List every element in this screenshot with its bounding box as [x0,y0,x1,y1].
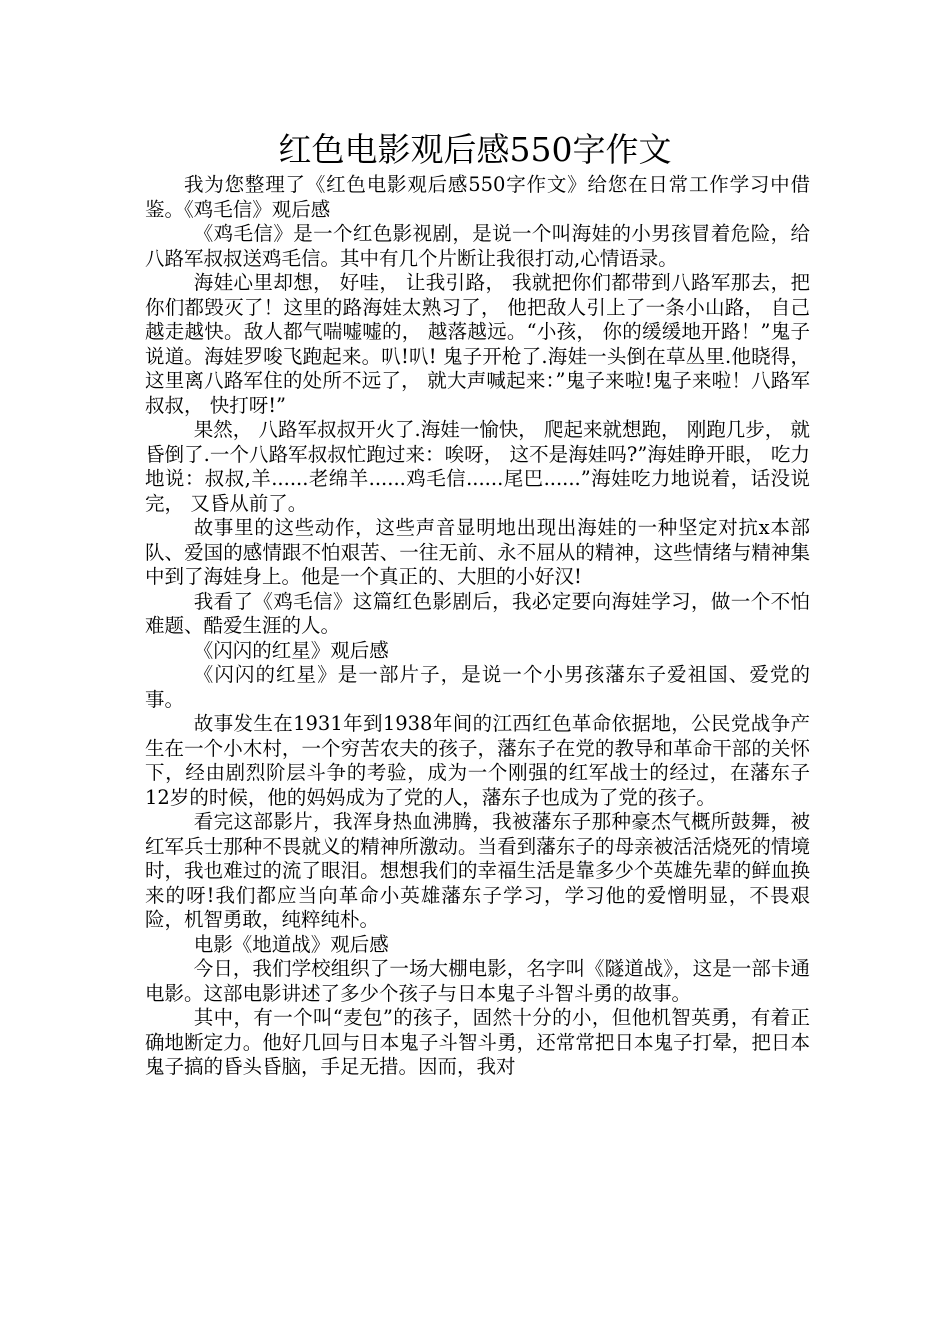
page-title: 红色电影观后感550字作文 [278,130,672,169]
paragraph-intro: 我为您整理了《红色电影观后感550字作文》给您在日常工作学习中借鉴。《鸡毛信》观后感 [145,173,810,221]
paragraph: 其中，有一个叫“麦包”的孩子，固然十分的小，但他机智英勇，有着正确地断定力。他好几回与日本鬼子斗智斗勇，还常常把日本鬼子打晕，把日本鬼子搞的昏头昏脑，手足无措。因而，我对 [145,1006,810,1078]
section-heading: 《闪闪的红星》观后感 [193,638,389,662]
paragraph: 《闪闪的红星》是一部片子，是说一个小男孩藩东子爱祖国、爱党的事。 [145,663,810,711]
section-heading: 电影《地道战》观后感 [193,932,389,956]
paragraph: 故事发生在1931年到1938年间的江西红色革命依据地，公民党战争产生在一个小木村，一个穷苦农夫的孩子，藩东子在党的教导和革命干部的关怀下，经由剧烈阶层斗争的考验，成为一个刚强的红军战士的经过，在藩东子12岁的时候，他的妈妈成为了党的人，藩东子也成为了党的孩子。 [145,712,810,809]
paragraph: 《鸡毛信》是一个红色影视剧，是说一个叫海娃的小男孩冒着危险，给八路军叔叔送鸡毛信。其中有几个片断让我很打动,心情语录。 [145,222,810,270]
paragraph: 果然， 八路军叔叔开火了.海娃一愉快， 爬起来就想跑， 刚跑几步， 就昏倒了.一个八路军叔叔忙跑过来：唉呀， 这不是海娃吗?”海娃睁开眼， 吃力地说：叔叔,羊......老绵羊......鸡毛信......尾巴......”海娃吃力地说着，话没说完， 又昏从前了。 [145,418,810,515]
paragraph: 看完这部影片，我浑身热血沸腾，我被藩东子那种豪杰气概所鼓舞，被红军兵士那种不畏就义的精神所激动。当看到藩东子的母亲被活活烧死的情境时，我也难过的流了眼泪。想想我们的幸福生活是靠多少个英雄先辈的鲜血换来的呀!我们都应当向革命小英雄藩东子学习，学习他的爱憎明显，不畏艰险，机智勇敢，纯粹纯朴。 [145,810,810,931]
paragraph: 今日，我们学校组织了一场大棚电影，名字叫《隧道战》，这是一部卡通电影。这部电影讲述了多少个孩子与日本鬼子斗智斗勇的故事。 [145,957,810,1005]
paragraph: 故事里的这些动作，这些声音显明地出现出海娃的一种坚定对抗x本部队、爱国的感情跟不怕艰苦、一往无前、永不屈从的精神，这些情绪与精神集中到了海娃身上。他是一个真正的、大胆的小好汉! [145,516,810,588]
paragraph: 海娃心里却想， 好哇， 让我引路， 我就把你们都带到八路军那去，把你们都毁灭了！这里的路海娃太熟习了， 他把敌人引上了一条小山路， 自己越走越快。敌人都气喘嘘嘘的， 越落越远。“小孩， 你的缓缓地开路！”鬼子说道。海娃罗唆飞跑起来。叭!叭! 鬼子开枪了.海娃一头倒在草丛里.他晓得， 这里离八路军住的处所不远了， 就大声喊起来：”鬼子来啦!鬼子来啦！八路军叔叔， 快打呀!” [145,271,810,417]
document-body [145,173,810,1080]
paragraph: 我看了《鸡毛信》这篇红色影剧后，我必定要向海娃学习，做一个不怕难题、酷爱生涯的人。 [145,589,810,637]
